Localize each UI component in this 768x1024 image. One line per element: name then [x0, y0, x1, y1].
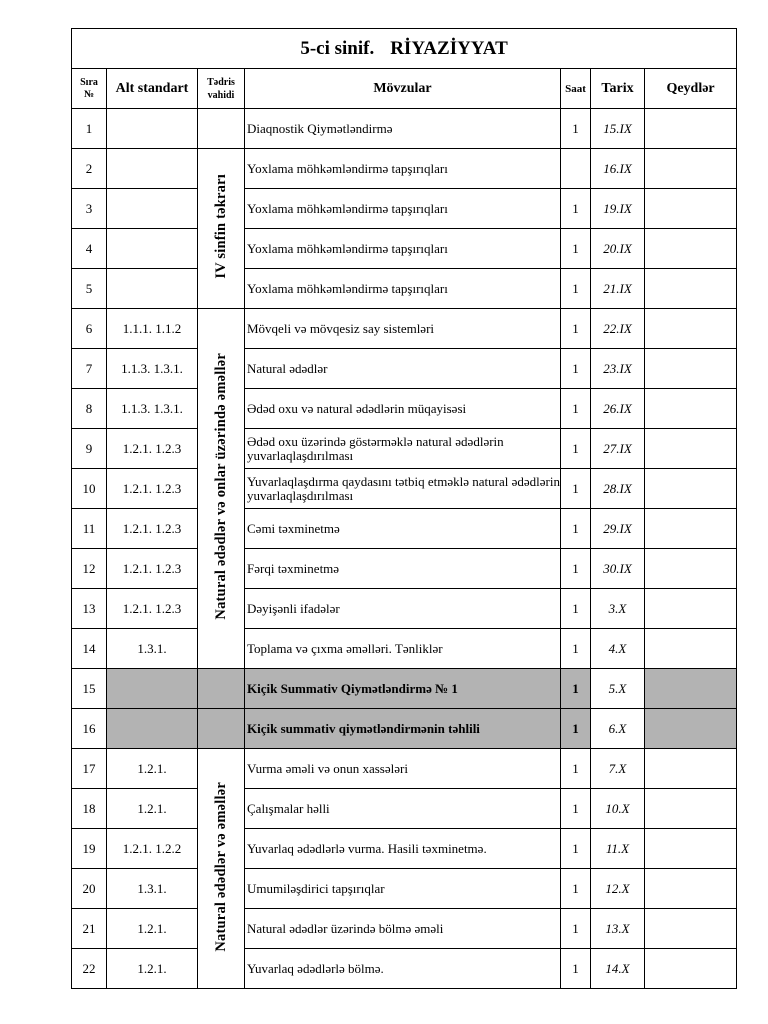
hours-cell: 1	[561, 429, 591, 469]
table-row	[72, 469, 737, 509]
notes-cell	[645, 389, 737, 429]
header-date: Tarix	[591, 69, 645, 109]
table-row	[72, 429, 737, 469]
alt-standard-cell: 1.1.1. 1.1.2	[107, 309, 198, 349]
notes-cell	[645, 229, 737, 269]
alt-standard-cell	[107, 709, 198, 749]
row-number: 4	[72, 229, 107, 269]
date-cell: 16.IX	[591, 149, 645, 189]
topic-cell: Yoxlama möhkəmləndirmə tapşırıqları	[245, 149, 561, 189]
row-number: 16	[72, 709, 107, 749]
date-cell: 23.IX	[591, 349, 645, 389]
table-row	[72, 349, 737, 389]
alt-standard-cell	[107, 269, 198, 309]
date-cell: 27.IX	[591, 429, 645, 469]
topic-cell: Natural ədədlər	[245, 349, 561, 389]
topic-cell: Ədəd oxu və natural ədədlərin müqayisəsi	[245, 389, 561, 429]
hours-cell: 1	[561, 189, 591, 229]
row-number: 17	[72, 749, 107, 789]
table-row	[72, 909, 737, 949]
alt-standard-cell: 1.2.1. 1.2.3	[107, 509, 198, 549]
topic-cell: Dəyişənli ifadələr	[245, 589, 561, 629]
hours-cell: 1	[561, 549, 591, 589]
date-cell: 22.IX	[591, 309, 645, 349]
unit-cell	[198, 749, 245, 989]
hours-cell: 1	[561, 709, 591, 749]
topic-cell: Yoxlama möhkəmləndirmə tapşırıqları	[245, 189, 561, 229]
table-row	[72, 829, 737, 869]
table-row	[72, 549, 737, 589]
notes-cell	[645, 469, 737, 509]
hours-cell: 1	[561, 269, 591, 309]
unit-cell	[198, 109, 245, 149]
row-number: 19	[72, 829, 107, 869]
topic-cell: Fərqi təxminetmə	[245, 549, 561, 589]
notes-cell	[645, 509, 737, 549]
table-row	[72, 149, 737, 189]
header-hours: Saat	[561, 69, 591, 109]
row-number: 7	[72, 349, 107, 389]
row-number: 2	[72, 149, 107, 189]
notes-cell	[645, 589, 737, 629]
header-topics: Mövzular	[245, 69, 561, 109]
table-row	[72, 589, 737, 629]
topic-cell: Kiçik Summativ Qiymətləndirmə № 1	[245, 669, 561, 709]
unit-label: IV sinfin təkrarı	[212, 174, 229, 279]
table-row	[72, 509, 737, 549]
notes-cell	[645, 629, 737, 669]
notes-cell	[645, 149, 737, 189]
alt-standard-cell: 1.3.1.	[107, 869, 198, 909]
topic-cell: Yoxlama möhkəmləndirmə tapşırıqları	[245, 229, 561, 269]
date-cell: 19.IX	[591, 189, 645, 229]
table-row	[72, 109, 737, 149]
date-cell: 29.IX	[591, 509, 645, 549]
hours-cell: 1	[561, 909, 591, 949]
table-row	[72, 229, 737, 269]
topic-cell: Yoxlama möhkəmləndirmə tapşırıqları	[245, 269, 561, 309]
subject-label: RİYAZİYYAT	[390, 37, 508, 59]
topic-cell: Natural ədədlər üzərində bölmə əməli	[245, 909, 561, 949]
notes-cell	[645, 309, 737, 349]
table-row	[72, 389, 737, 429]
notes-cell	[645, 709, 737, 749]
header-unit-line2: vahidi	[207, 89, 235, 101]
date-cell: 13.X	[591, 909, 645, 949]
date-cell: 3.X	[591, 589, 645, 629]
hours-cell: 1	[561, 869, 591, 909]
unit-cell	[198, 309, 245, 669]
header-unit-line1: Tədris	[207, 76, 235, 88]
date-cell: 30.IX	[591, 549, 645, 589]
hours-cell: 1	[561, 829, 591, 869]
row-number: 3	[72, 189, 107, 229]
row-number: 15	[72, 669, 107, 709]
hours-cell: 1	[561, 509, 591, 549]
topic-cell: Yuvarlaqlaşdırma qaydasını tətbiq etməklə natural ədədlərin yuvarlaqlaşdırılması	[245, 469, 561, 509]
alt-standard-cell: 1.2.1. 1.2.3	[107, 549, 198, 589]
row-number: 14	[72, 629, 107, 669]
row-number: 21	[72, 909, 107, 949]
topic-cell: Toplama və çıxma əməlləri. Tənliklər	[245, 629, 561, 669]
hours-cell: 1	[561, 589, 591, 629]
row-number: 13	[72, 589, 107, 629]
hours-cell: 1	[561, 309, 591, 349]
table-row	[72, 869, 737, 909]
row-number: 8	[72, 389, 107, 429]
alt-standard-cell: 1.1.3. 1.3.1.	[107, 389, 198, 429]
grade-label: 5-ci sinif.	[300, 37, 375, 59]
alt-standard-cell: 1.2.1. 1.2.3	[107, 589, 198, 629]
header-row	[72, 69, 737, 109]
notes-cell	[645, 949, 737, 989]
notes-cell	[645, 109, 737, 149]
row-number: 10	[72, 469, 107, 509]
table-row	[72, 789, 737, 829]
topic-cell: Çalışmalar həlli	[245, 789, 561, 829]
header-no-line1: Sıra	[80, 76, 98, 88]
header-no-line2: №	[83, 88, 95, 100]
date-cell: 4.X	[591, 629, 645, 669]
table-row	[72, 269, 737, 309]
notes-cell	[645, 189, 737, 229]
notes-cell	[645, 349, 737, 389]
lesson-plan-table	[71, 28, 737, 989]
alt-standard-cell	[107, 229, 198, 269]
hours-cell: 1	[561, 349, 591, 389]
hours-cell: 1	[561, 469, 591, 509]
row-number: 12	[72, 549, 107, 589]
table-row	[72, 309, 737, 349]
notes-cell	[645, 749, 737, 789]
hours-cell: 1	[561, 749, 591, 789]
date-cell: 10.X	[591, 789, 645, 829]
date-cell: 26.IX	[591, 389, 645, 429]
date-cell: 20.IX	[591, 229, 645, 269]
topic-cell: Vurma əməli və onun xassələri	[245, 749, 561, 789]
row-number: 6	[72, 309, 107, 349]
row-number: 20	[72, 869, 107, 909]
row-number: 9	[72, 429, 107, 469]
notes-cell	[645, 869, 737, 909]
alt-standard-cell: 1.2.1.	[107, 909, 198, 949]
alt-standard-cell: 1.2.1.	[107, 789, 198, 829]
topic-cell: Ədəd oxu üzərində göstərməklə natural ədədlərin yuvarlaqlaşdırılması	[245, 429, 561, 469]
alt-standard-cell: 1.2.1. 1.2.2	[107, 829, 198, 869]
alt-standard-cell: 1.2.1. 1.2.3	[107, 429, 198, 469]
alt-standard-cell: 1.3.1.	[107, 629, 198, 669]
hours-cell: 1	[561, 109, 591, 149]
header-no	[72, 69, 107, 109]
header-alt-standard: Alt standart	[107, 69, 198, 109]
hours-cell: 1	[561, 669, 591, 709]
date-cell: 21.IX	[591, 269, 645, 309]
table-row	[72, 629, 737, 669]
notes-cell	[645, 269, 737, 309]
unit-cell	[198, 709, 245, 749]
table-row	[72, 669, 737, 709]
alt-standard-cell: 1.1.3. 1.3.1.	[107, 349, 198, 389]
topic-cell: Diaqnostik Qiymətləndirmə	[245, 109, 561, 149]
table-row	[72, 189, 737, 229]
date-cell: 15.IX	[591, 109, 645, 149]
notes-cell	[645, 429, 737, 469]
notes-cell	[645, 669, 737, 709]
topic-cell: Cəmi təxminetmə	[245, 509, 561, 549]
alt-standard-cell	[107, 669, 198, 709]
date-cell: 28.IX	[591, 469, 645, 509]
alt-standard-cell	[107, 149, 198, 189]
alt-standard-cell: 1.2.1. 1.2.3	[107, 469, 198, 509]
notes-cell	[645, 549, 737, 589]
alt-standard-cell	[107, 189, 198, 229]
header-notes: Qeydlər	[645, 69, 737, 109]
notes-cell	[645, 909, 737, 949]
date-cell: 6.X	[591, 709, 645, 749]
alt-standard-cell	[107, 109, 198, 149]
hours-cell	[561, 149, 591, 189]
hours-cell: 1	[561, 629, 591, 669]
topic-cell: Kiçik summativ qiymətləndirmənin təhlili	[245, 709, 561, 749]
alt-standard-cell: 1.2.1.	[107, 749, 198, 789]
date-cell: 7.X	[591, 749, 645, 789]
table-row	[72, 949, 737, 989]
hours-cell: 1	[561, 949, 591, 989]
row-number: 22	[72, 949, 107, 989]
alt-standard-cell: 1.2.1.	[107, 949, 198, 989]
notes-cell	[645, 789, 737, 829]
date-cell: 5.X	[591, 669, 645, 709]
table-row	[72, 749, 737, 789]
hours-cell: 1	[561, 389, 591, 429]
date-cell: 14.X	[591, 949, 645, 989]
unit-cell	[198, 149, 245, 309]
topic-cell: Umumiləşdirici tapşırıqlar	[245, 869, 561, 909]
topic-cell: Yuvarlaq ədədlərlə vurma. Hasili təxminetmə.	[245, 829, 561, 869]
topic-cell: Yuvarlaq ədədlərlə bölmə.	[245, 949, 561, 989]
document-title	[72, 29, 737, 69]
table-row	[72, 709, 737, 749]
unit-label: Natural ədədlər və əməllər	[212, 781, 229, 952]
notes-cell	[645, 829, 737, 869]
row-number: 11	[72, 509, 107, 549]
hours-cell: 1	[561, 229, 591, 269]
date-cell: 12.X	[591, 869, 645, 909]
row-number: 1	[72, 109, 107, 149]
date-cell: 11.X	[591, 829, 645, 869]
row-number: 18	[72, 789, 107, 829]
hours-cell: 1	[561, 789, 591, 829]
row-number: 5	[72, 269, 107, 309]
topic-cell: Mövqeli və mövqesiz say sistemləri	[245, 309, 561, 349]
unit-cell	[198, 669, 245, 709]
unit-label: Natural ədədlər və onlar üzərində əməllər	[212, 353, 229, 620]
header-unit	[198, 69, 245, 109]
